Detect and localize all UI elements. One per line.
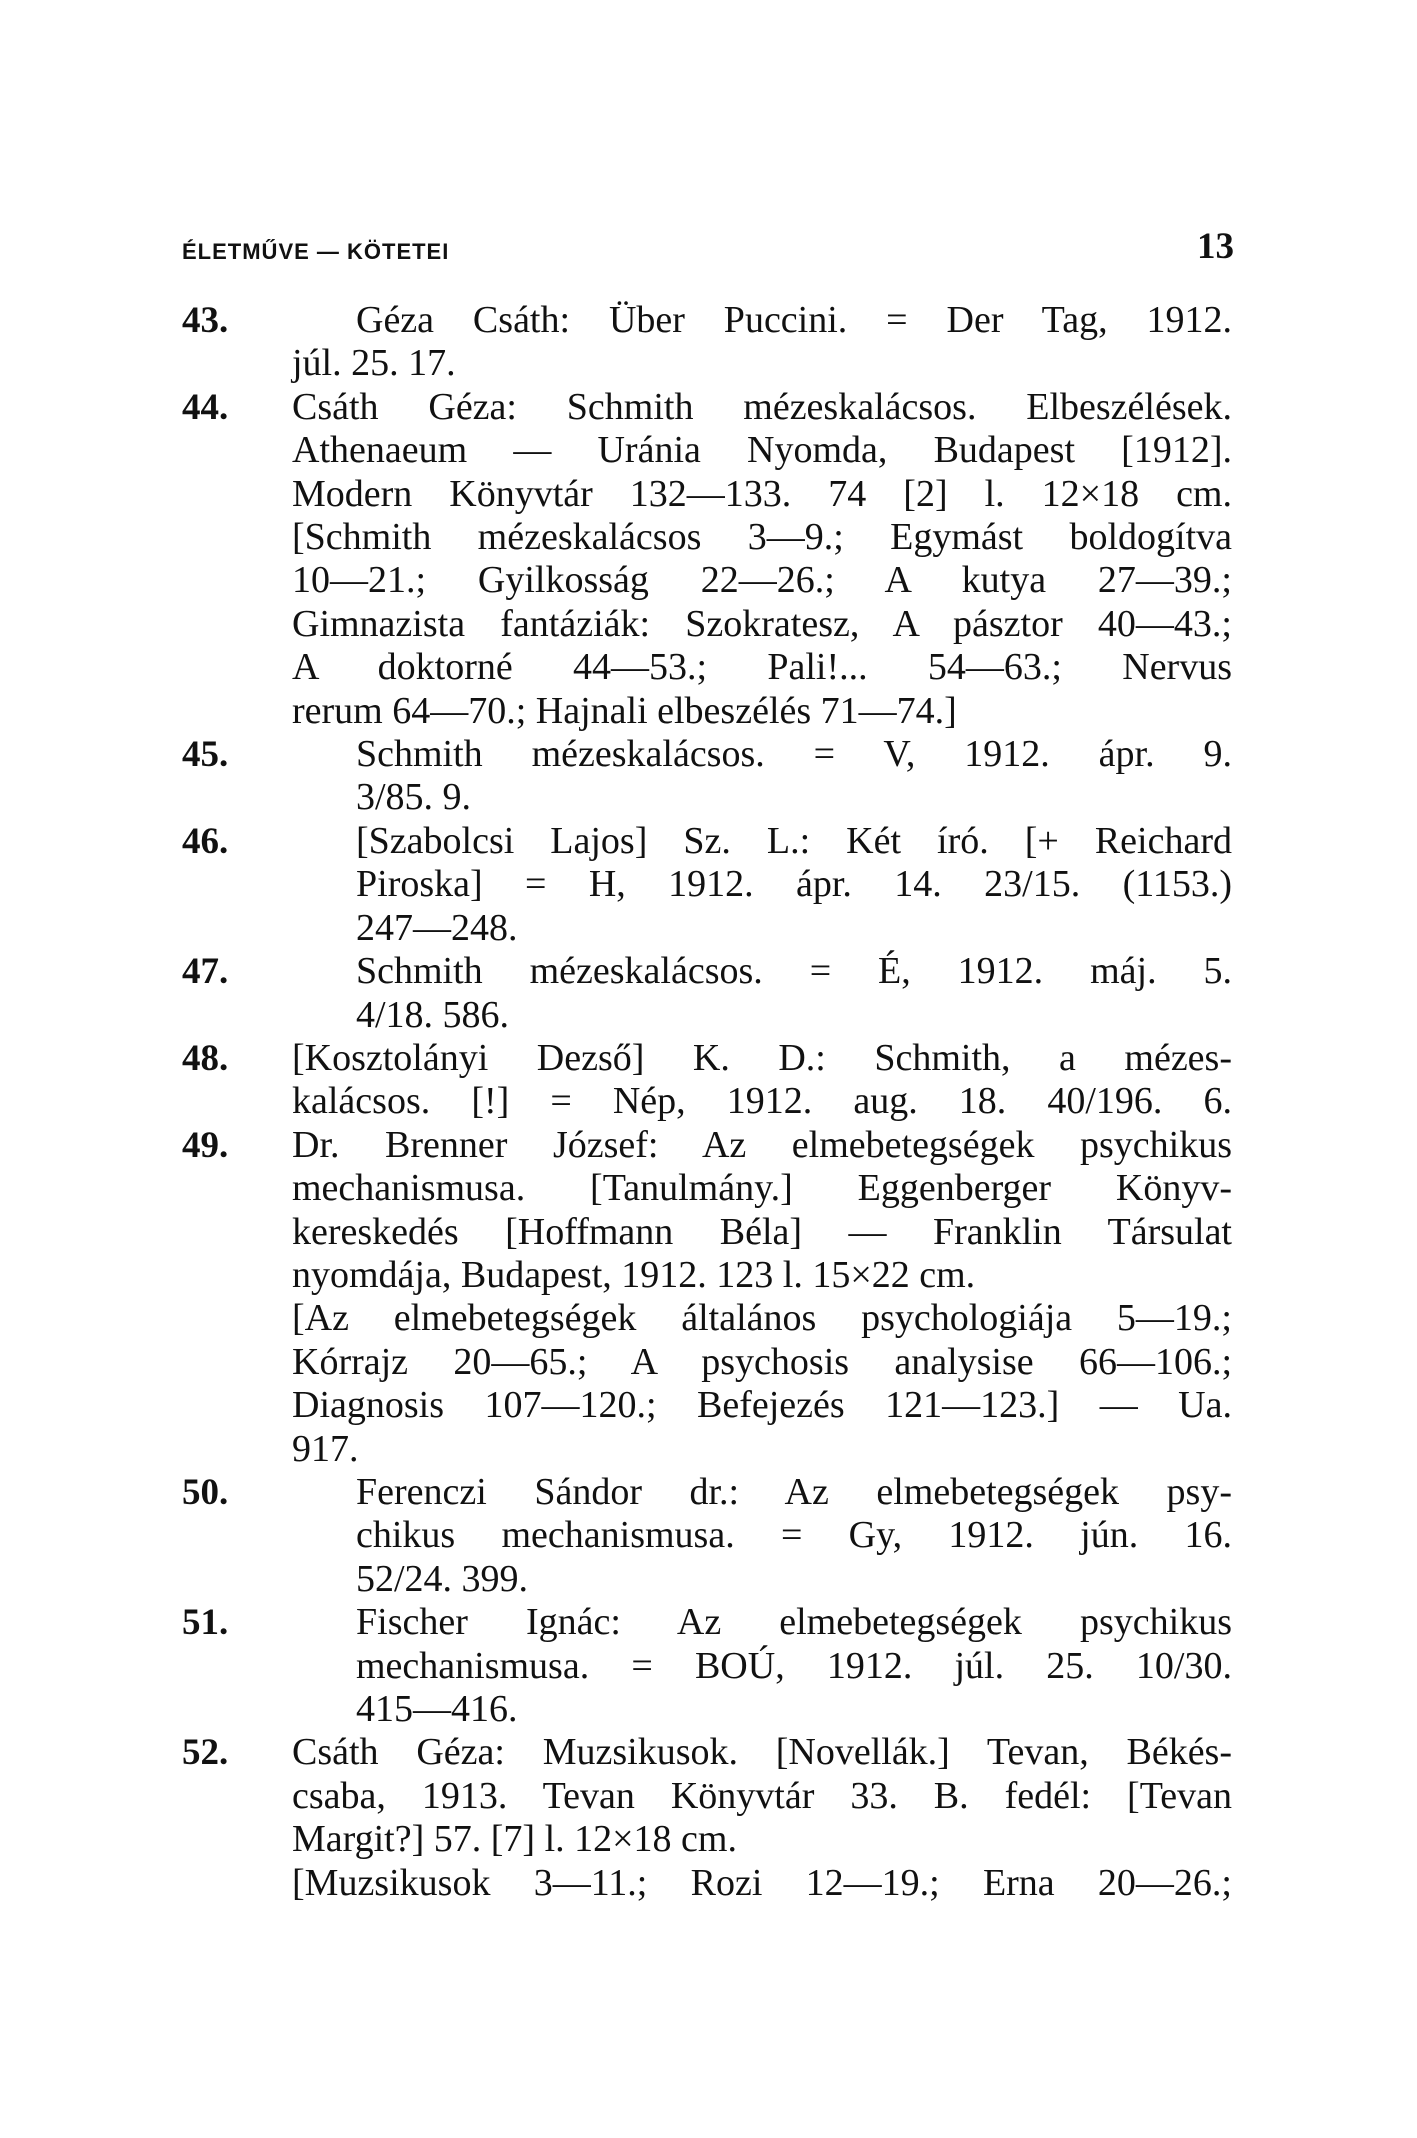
running-title: ÉLETMŰVE — KÖTETEI [182, 239, 450, 264]
entry-line: kalácsos. [!] = Nép, 1912. aug. 18. 40/196. 6. [292, 1080, 1232, 1123]
entry-line: Dr. Brenner József: Az elmebetegségek psychikus [292, 1123, 1232, 1166]
entry-line: Gimnazista fantáziák: Szokratesz, A pásztor 40—43.; [292, 602, 1232, 645]
entry-line: nyomdája, Budapest, 1912. 123 l. 15×22 cm. [292, 1253, 976, 1296]
entry-line: 10—21.; Gyilkosság 22—26.; A kutya 27—39.; [292, 559, 1232, 602]
entry-line: 52/24. 399. [356, 1557, 529, 1600]
entry-line: Kórrajz 20—65.; A psychosis analysise 66—106.; [292, 1340, 1232, 1383]
entry-line: Csáth Géza: Muzsikusok. [Novellák.] Tevan, Békés- [292, 1731, 1232, 1774]
entry-line: Schmith mézeskalácsos. = V, 1912. ápr. 9. [356, 733, 1232, 776]
entry-line: Athenaeum — Uránia Nyomda, Budapest [1912]. [292, 429, 1232, 472]
entry-line: chikus mechanismusa. = Gy, 1912. jún. 16. [356, 1514, 1232, 1557]
entry-line: A doktorné 44—53.; Pali!... 54—63.; Nervus [292, 646, 1232, 689]
entry-line: [Muzsikusok 3—11.; Rozi 12—19.; Erna 20—26.; [292, 1861, 1232, 1904]
entry-line: Diagnosis 107—120.; Befejezés 121—123.] — Ua. [292, 1384, 1232, 1427]
entry-line: 247—248. [356, 906, 518, 949]
entry-number: 50. [182, 1471, 229, 1513]
bibliography-entry [182, 1471, 1232, 1601]
bibliography-entry [182, 820, 1232, 950]
entry-line: [Schmith mézeskalácsos 3—9.; Egymást boldogítva [292, 516, 1232, 559]
entry-line: Géza Csáth: Über Puccini. = Der Tag, 1912. [356, 299, 1232, 341]
bibliography-entry [182, 299, 1232, 386]
bibliography-entry [182, 1124, 1232, 1471]
entry-line: [Szabolcsi Lajos] Sz. L.: Két író. [+ Reichard [356, 819, 1232, 862]
entry-number: 51. [182, 1602, 229, 1644]
bibliography-entry [182, 950, 1232, 1037]
entry-line: rerum 64—70.; Hajnali elbeszélés 71—74.] [292, 689, 957, 732]
entry-line: 917. [292, 1427, 359, 1470]
entry-line: Fischer Ignác: Az elmebetegségek psychikus [356, 1601, 1232, 1644]
page-number: 13 [1197, 226, 1234, 267]
entry-number: 45. [182, 734, 229, 776]
bibliography-list [182, 299, 1232, 1905]
bibliography-entry [182, 386, 1232, 733]
entry-line: Piroska] = H, 1912. ápr. 14. 23/15. (1153.) [356, 863, 1232, 906]
entry-number: 46. [182, 820, 229, 862]
entry-line: [Kosztolányi Dezső] K. D.: Schmith, a mézes- [292, 1036, 1232, 1079]
bibliography-entry [182, 733, 1232, 820]
entry-line: kereskedés [Hoffmann Béla] — Franklin Társulat [292, 1210, 1232, 1253]
entry-number: 43. [182, 300, 229, 341]
entry-number: 49. [182, 1124, 229, 1166]
bibliography-entry [182, 1731, 1232, 1905]
entry-line: Margit?] 57. [7] l. 12×18 cm. [292, 1818, 737, 1861]
entry-line: 4/18. 586. [356, 993, 510, 1036]
bibliography-entry [182, 1601, 1232, 1731]
entry-line: Schmith mézeskalácsos. = É, 1912. máj. 5. [356, 950, 1232, 993]
entry-line: Csáth Géza: Schmith mézeskalácsos. Elbeszélések. [292, 385, 1232, 428]
entry-line: 3/85. 9. [356, 776, 472, 819]
entry-line: 415—416. [356, 1688, 518, 1730]
entry-number: 48. [182, 1037, 229, 1079]
running-head [182, 225, 1234, 275]
entry-line: csaba, 1913. Tevan Könyvtár 33. B. fedél: [Tevan [292, 1774, 1232, 1817]
entry-line: [Az elmebetegségek általános psychologiája 5—19.; [292, 1297, 1232, 1340]
entry-line: mechanismusa. = BOÚ, 1912. júl. 25. 10/30. [356, 1644, 1232, 1687]
entry-number: 52. [182, 1732, 229, 1774]
entry-line: Ferenczi Sándor dr.: Az elmebetegségek psy- [356, 1470, 1232, 1513]
entry-line: júl. 25. 17. [292, 342, 456, 385]
entry-number: 44. [182, 386, 229, 428]
entry-number: 47. [182, 951, 229, 993]
entry-line: Modern Könyvtár 132—133. 74 [2] l. 12×18 cm. [292, 472, 1232, 515]
entry-line: mechanismusa. [Tanulmány.] Eggenberger Könyv- [292, 1167, 1232, 1210]
bibliography-entry [182, 1037, 1232, 1124]
